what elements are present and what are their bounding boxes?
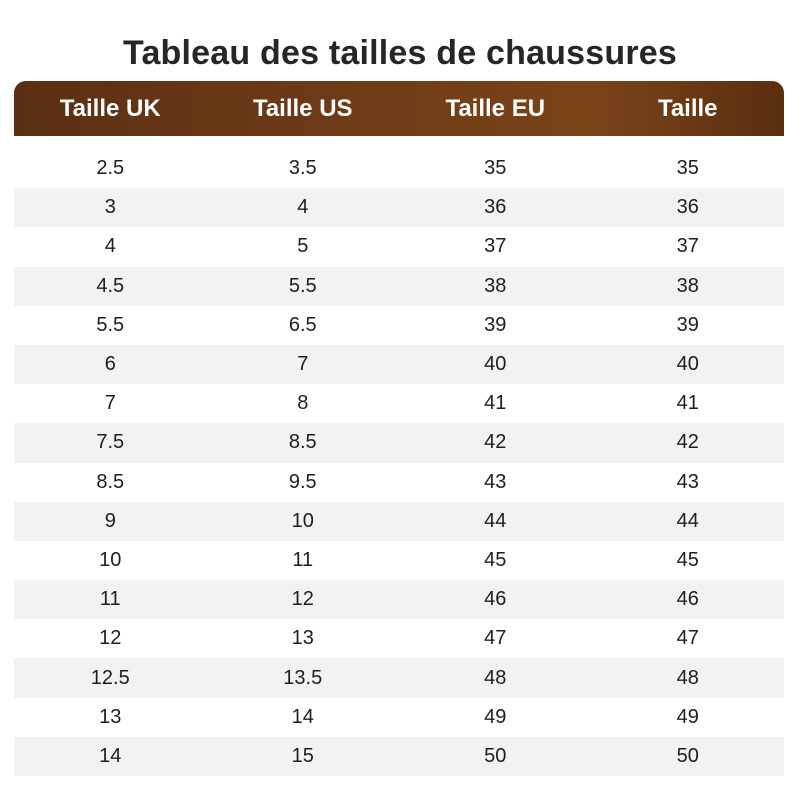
table-header	[14, 81, 784, 136]
uk-size-cell: 14	[99, 744, 122, 767]
size-cell: 40	[676, 353, 699, 376]
size-cell: 38	[676, 274, 699, 297]
uk-size-cell: 12.5	[90, 666, 130, 689]
size-cell: 43	[676, 470, 699, 493]
table-row	[14, 580, 784, 619]
size-cell: 49	[676, 705, 699, 728]
eu-size-cell: 39	[484, 313, 507, 336]
table-row	[14, 658, 784, 697]
us-size-cell: 4	[297, 196, 309, 219]
table-row	[14, 463, 784, 502]
us-size-cell: 5.5	[288, 274, 317, 297]
size-cell: 46	[676, 588, 699, 611]
size-cell: 45	[676, 548, 699, 571]
us-size-cell: 3.5	[288, 157, 317, 180]
table-row	[14, 188, 784, 227]
shoe-size-table	[14, 81, 784, 776]
eu-size-cell: 45	[484, 548, 507, 571]
uk-size-cell: 6	[104, 353, 116, 376]
size-cell: 39	[676, 313, 699, 336]
table-body	[14, 149, 784, 776]
us-size-cell: 9.5	[288, 470, 317, 493]
size-cell: 48	[676, 666, 699, 689]
size-cell: 36	[676, 196, 699, 219]
eu-size-cell: 43	[484, 470, 507, 493]
table-row	[14, 423, 784, 462]
uk-size-cell: 8.5	[96, 470, 125, 493]
us-size-cell: 6.5	[288, 313, 317, 336]
header-eu-size: Taille EU	[445, 95, 546, 122]
us-size-cell: 11	[292, 548, 314, 571]
table-row	[14, 737, 784, 776]
table-row	[14, 502, 784, 541]
us-size-cell: 14	[291, 705, 314, 728]
uk-size-cell: 7.5	[96, 431, 125, 454]
size-cell: 37	[676, 235, 699, 258]
uk-size-cell: 3	[104, 196, 116, 219]
table-row	[14, 267, 784, 306]
us-size-cell: 7	[297, 353, 309, 376]
uk-size-cell: 5.5	[96, 313, 125, 336]
us-size-cell: 5	[297, 235, 309, 258]
uk-size-cell: 12	[99, 627, 122, 650]
uk-size-cell: 4.5	[96, 274, 125, 297]
size-cell: 47	[676, 627, 699, 650]
eu-size-cell: 42	[484, 431, 507, 454]
header-size: Taille	[657, 95, 718, 122]
uk-size-cell: 7	[104, 392, 116, 415]
table-row	[14, 619, 784, 658]
us-size-cell: 8.5	[288, 431, 317, 454]
page-title: Tableau des tailles de chaussures	[123, 34, 677, 72]
us-size-cell: 13.5	[283, 666, 323, 689]
us-size-cell: 13	[291, 627, 314, 650]
header-us-size: Taille US	[252, 95, 353, 122]
size-cell: 50	[676, 744, 699, 767]
eu-size-cell: 36	[484, 196, 507, 219]
table-row	[14, 384, 784, 423]
size-cell: 44	[676, 509, 699, 532]
size-cell: 41	[676, 392, 699, 415]
uk-size-cell: 2.5	[96, 157, 125, 180]
table-row	[14, 698, 784, 737]
size-cell: 35	[676, 157, 699, 180]
eu-size-cell: 50	[484, 744, 507, 767]
eu-size-cell: 48	[484, 666, 507, 689]
eu-size-cell: 47	[484, 627, 507, 650]
uk-size-cell: 13	[99, 705, 122, 728]
us-size-cell: 15	[291, 744, 314, 767]
table-row	[14, 227, 784, 266]
eu-size-cell: 46	[484, 588, 507, 611]
eu-size-cell: 44	[484, 509, 507, 532]
uk-size-cell: 4	[104, 235, 116, 258]
eu-size-cell: 40	[484, 353, 507, 376]
table-row	[14, 306, 784, 345]
eu-size-cell: 37	[484, 235, 507, 258]
uk-size-cell: 9	[104, 509, 116, 532]
eu-size-cell: 38	[484, 274, 507, 297]
table-row	[14, 345, 784, 384]
us-size-cell: 8	[297, 392, 309, 415]
uk-size-cell: 10	[99, 548, 122, 571]
table-row	[14, 541, 784, 580]
us-size-cell: 10	[291, 509, 314, 532]
eu-size-cell: 49	[484, 705, 507, 728]
table-row	[14, 149, 784, 188]
uk-size-cell: 11	[99, 588, 121, 611]
us-size-cell: 12	[291, 588, 314, 611]
eu-size-cell: 35	[484, 157, 507, 180]
header-uk-size: Taille UK	[59, 95, 161, 122]
size-cell: 42	[676, 431, 699, 454]
eu-size-cell: 41	[484, 392, 507, 415]
